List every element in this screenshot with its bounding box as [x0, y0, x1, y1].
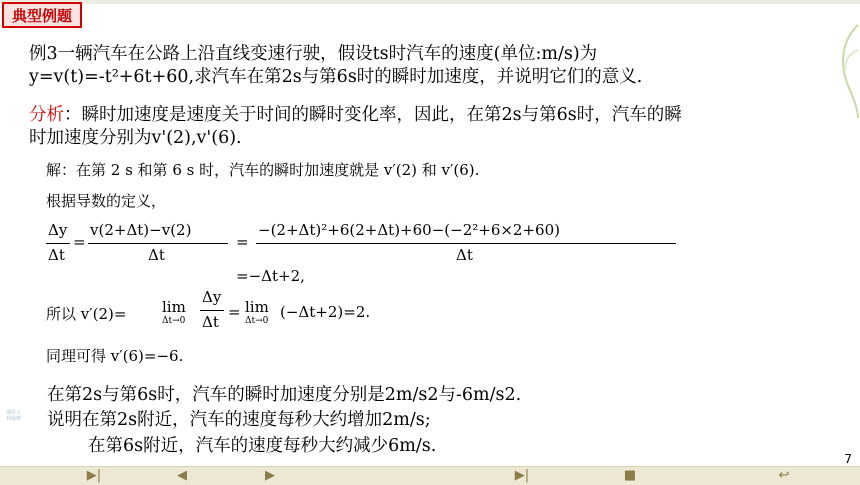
fraction-dt2-den: Δt [202, 313, 219, 331]
solution-line-2: 根据导数的定义， [46, 192, 167, 210]
topic-badge: 典型例题 [2, 2, 82, 28]
analysis-label: 分析 [29, 105, 64, 125]
fraction-bar [200, 310, 224, 311]
return-icon[interactable]: ↩ [778, 468, 790, 483]
decorative-leaf [832, 20, 860, 120]
slide-nav-bar [0, 466, 860, 485]
equals-sign: = [73, 233, 86, 251]
limit-prefix: 所以 v′(2)= [46, 305, 127, 323]
solution-line-6: 同理可得 v′(6)=−6. [46, 347, 184, 365]
analysis-line-2: 时加速度分别为v'(2),v'(6). [29, 128, 242, 148]
fraction-dt-den: Δt [48, 246, 65, 264]
previous-slide-icon[interactable]: ◀ [177, 468, 187, 483]
conclusion-line-3: 在第6s附近，汽车的速度每秒大约减少6m/s. [88, 436, 437, 456]
watermark-text: 课件人 利保修 [6, 410, 22, 422]
fraction-dy2-num: Δy [202, 288, 222, 306]
solution-image [40, 153, 684, 373]
limit-result: (−Δt+2)=2. [280, 303, 371, 321]
solution-line-1: 解：在第 2 s 和第 6 s 时，汽车的瞬时加速度就是 v′(2) 和 v′(6). [46, 161, 480, 179]
last-slide-icon[interactable]: ▶| [514, 468, 530, 483]
first-slide-icon[interactable]: ▶| [86, 468, 102, 483]
limit-symbol: lim [162, 298, 186, 316]
analysis-line-1 [29, 104, 682, 126]
limit-subscript: Δt→0 [245, 316, 269, 326]
fraction-v-den: Δt [148, 246, 165, 264]
top-strip [0, 0, 860, 4]
fraction-bar [46, 243, 70, 244]
fraction-dy-num: Δy [48, 221, 68, 239]
fraction-v-num: v(2+Δt)−v(2) [90, 221, 192, 239]
limit-subscript: Δt→0 [162, 316, 186, 326]
fraction-expand-num: −(2+Δt)²+6(2+Δt)+60−(−2²+6×2+60) [258, 221, 560, 239]
fraction-expand-den: Δt [456, 246, 473, 264]
analysis-text-1: ：瞬时加速度是速度关于时间的瞬时变化率，因此，在第2s与第6s时，汽车的瞬 [64, 105, 682, 125]
stop-icon[interactable]: ■ [623, 468, 637, 483]
fraction-bar [88, 243, 228, 244]
page-number: 7 [844, 452, 852, 466]
conclusion-line-1: 在第2s与第6s时，汽车的瞬时加速度分别是2m/s2与-6m/s2. [47, 385, 522, 405]
next-slide-icon[interactable]: ▶ [265, 468, 275, 483]
equals-sign: = [236, 233, 249, 251]
limit-symbol: lim [245, 298, 269, 316]
conclusion-line-2: 说明在第2s附近，汽车的速度每秒大约增加2m/s; [47, 410, 431, 430]
fraction-bar [256, 243, 676, 244]
question-line-1: 例3一辆汽车在公路上沿直线变速行驶，假设ts时汽车的速度(单位:m/s)为 [29, 44, 598, 64]
simplified-result: =−Δt+2, [236, 267, 305, 285]
equals-sign: = [228, 303, 241, 321]
question-line-2: y=v(t)=-t²+6t+60,求汽车在第2s与第6s时的瞬时加速度，并说明它们的意义. [29, 67, 643, 87]
